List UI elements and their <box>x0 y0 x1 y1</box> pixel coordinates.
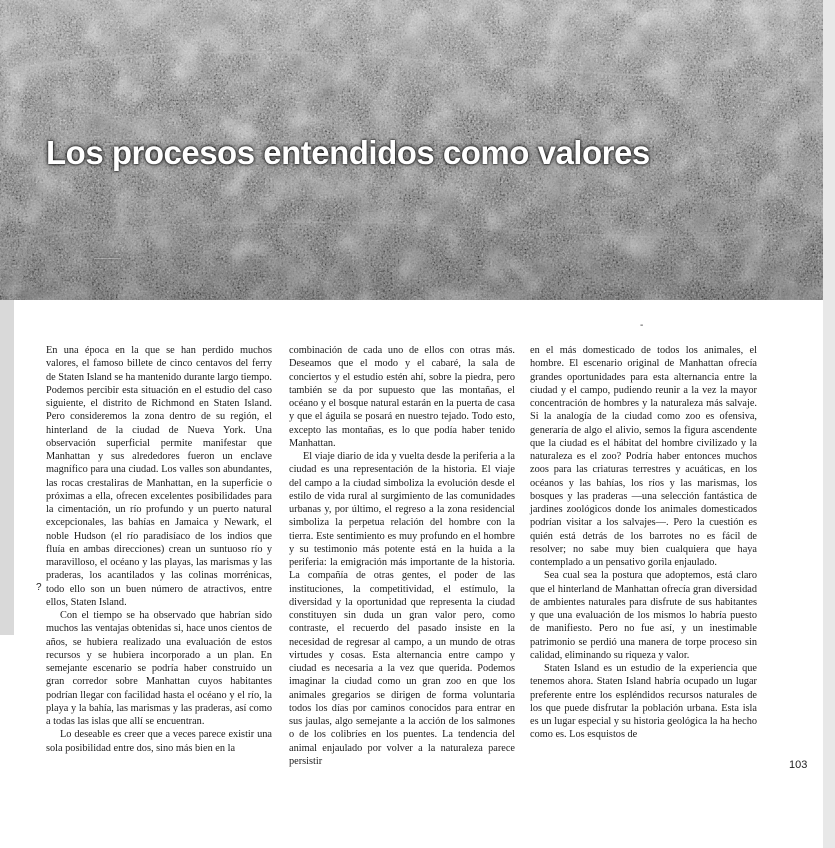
paragraph: Staten Island es un estudio de la experiencia que tenemos ahora. Staten Island habría ocupado un lugar preferente entre los espléndidos recursos naturales de los que puede disfrutar la población urbana. Esta isla es un lugar especial y su historia geológica la ha hecho como es. Los esquistos de <box>530 663 757 741</box>
paragraph: Sea cual sea la postura que adoptemos, está claro que el hinterland de Manhattan ofrecía gran diversidad de ambientes naturales para disfrute de sus habitantes y que una evaluación de los mismos lo habría puesto de manifiesto. Pero no fue así, y un inestimable patrimonio se perdió una manera de torpe proceso sin calidad, eliminando su riqueza y valor. <box>530 570 757 661</box>
margin-mark: ? <box>36 582 42 593</box>
page-number: 103 <box>789 759 808 771</box>
paragraph: Lo deseable es creer que a veces parece existir una sola posibilidad entre dos, sino más bien en la <box>46 729 272 754</box>
paragraph: en el más domesticado de todos los animales, el hombre. El escenario original de Manhattan ofrecía grandes oportunidades para esta alternancia entre la ciudad y el campo, pudiendo reunir a la vez la mayor concentración de hombres y la naturaleza más salvaje. Si la analogía de la ciudad como zoo es ofensiva, generaría de algo el alivio, semos la figura ascendente que la ciudad es el hábitat del hombre civilizado y la naturaleza es el zoo? Podría haber entonces muchos zoos para las criaturas terrestres y acuáticas, en los océanos y las bahías, los ríos y las marismas, los bosques y las praderas —una selección fantástica de jardines zoológicos donde los animales domesticados podrían visitar a los salvajes—. Pero la cuestión es quién está detrás de los barrotes no es fácil de resolver; no sabe muy bien cualquiera que haya contemplado a un pensativo gorila enjaulado. <box>530 345 757 568</box>
text-column-2 <box>289 344 515 768</box>
photo-caption-mark: ——— <box>94 253 121 263</box>
text-column-1 <box>46 344 272 755</box>
page-edge-strip <box>823 0 835 848</box>
paragraph: En una época en la que se han perdido muchos valores, el famoso billete de cinco centavos del ferry de Staten Island se ha mantenido durante largo tiempo. Podemos percibir esta situación en el estudio del caso siguiente, el distrito de Richmond en Staten Island. Pero consideremos la zona dentro de su región, el hinterland de la ciudad de Nueva York. Una observación superficial permite manifestar que Manhattan y sus alrededores fueron un enclave magnífico para una ciudad. Los valles son abundantes, las rocas crestaliras de Manhattan, en la superficie o próximas a ella, ofrecen excelentes posibilidades para la cimentación, un río profundo y un puerto natural excepcionales, las bahías en Jamaica y Newark, el noble Hudson (el río paradisíaco de los indios que fluía en ambas direcciones) crean un suntuoso río y maravilloso, el océano y las playas, las marismas y las praderas, los acantilados y las colinas morrénicas, todo ello son un buen número de atractivos, entre ellos, Staten Island. <box>46 345 272 608</box>
paragraph: Con el tiempo se ha observado que habrían sido muchos las ventajas obtenidas si, hace unos cientos de años, se hubiera realizado una evaluación de estos recursos y se hubiera incorporado a un plan. En semejante escenario se podría haber construido un gran corredor sobre Manhattan cuyos habitantes podrían llegar con facilidad hasta el océano y el río, la playa y la bahía, las marismas y las praderas, así como a todas las islas que allí se encuentran. <box>46 610 272 727</box>
page-title: Los procesos entendidos como valores <box>46 134 650 171</box>
column-mark: - <box>640 320 644 331</box>
paragraph: El viaje diario de ida y vuelta desde la periferia a la ciudad es una representación de la historia. El viaje del campo a la ciudad simboliza la evolución desde el estilo de vida rural al surgimiento de las comunidades urbanas y, por último, el regreso a la zona residencial simboliza la perpetua relación del hombre con la tierra. Este sentimiento es muy profundo en el hombre y su testimonio más potente está en la huida a la periferia: la emigración más importante de la historia. La compañía de otras gentes, el poder de las instituciones, la competitividad, el estímulo, la diversidad y la oportunidad que representa la ciudad constituyen sin duda un gran valor pero, como contraste, el recuerdo del pasado insiste en la necesidad de regresar al campo, a un mundo de otras virtudes y cosas. Esta alternancia entre campo y ciudad es necesaria a la vez que querida. Podemos imaginar la ciudad como un gran zoo en que los animales gregarios se dirigen de forma voluntaria todos los días por caminos conocidos para entrar en sus jaulas, algo semejante a la acción de los salmones o de los colibríes en los puentes. La tendencia del animal enjaulado por volver a la naturaleza parece persistir <box>289 451 515 767</box>
text-column-3 <box>530 344 757 742</box>
paragraph: combinación de cada uno de ellos con otras más. Deseamos que el modo y el cabaré, la sala de conciertos y el estudio estén ahí, sobre la piedra, pero también se da por supuesto que las montañas, el océano y el bosque natural estarán en la puerta de casa y que el águila se posará en nuestro tejado. Todo esto, excepto las montañas, es lo que podía haber tenido Manhattan. <box>289 345 515 449</box>
binding-edge-strip <box>0 300 14 635</box>
